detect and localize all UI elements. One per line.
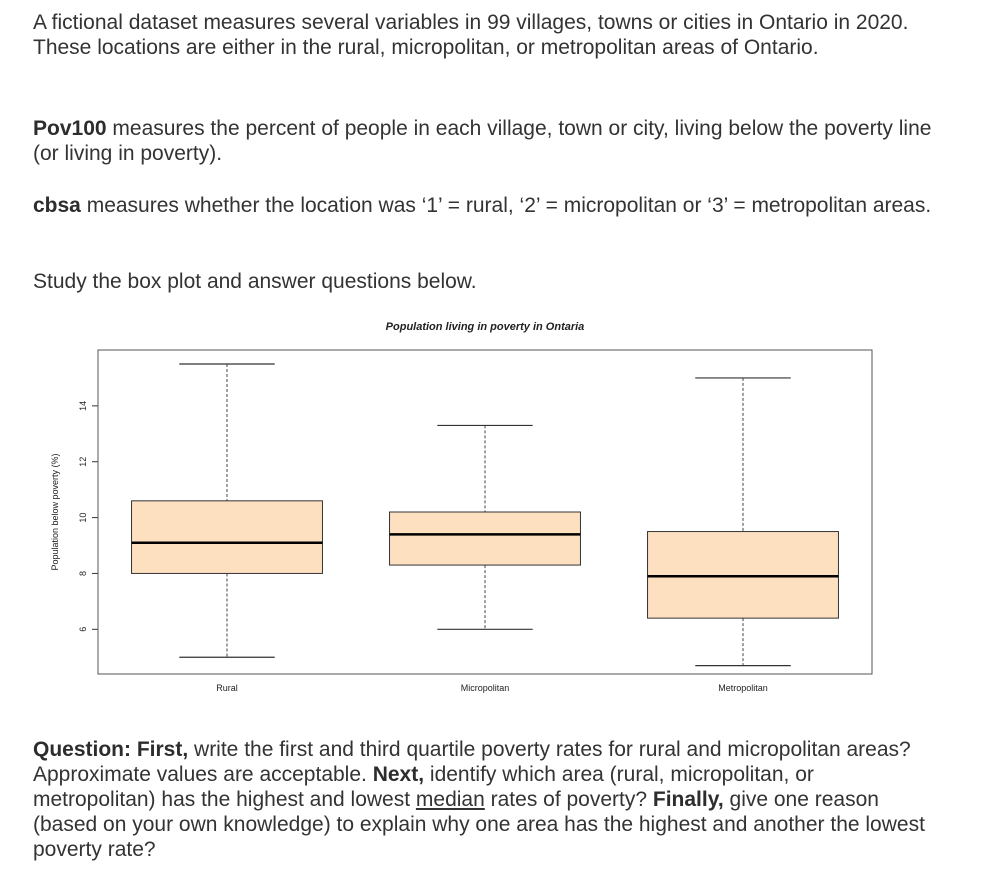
x-tick-label: Micropolitan (460, 683, 510, 693)
y-tick-label: 14 (78, 400, 88, 411)
question-label: Question: First, (33, 738, 189, 761)
x-tick-label: Metropolitan (718, 683, 768, 693)
cbsa-description: measures whether the location was ‘1’ = rural, ‘2’ = micropolitan or ‘3’ = metropolitan areas. (80, 194, 932, 217)
x-tick-label: Rural (216, 683, 238, 693)
box-iqr (132, 501, 323, 574)
y-axis-label: Population below poverty (%) (50, 453, 60, 571)
question-part1: write the first and third quartile poverty rates for rural and micropolitan areas? Approximate values are acceptable. (33, 738, 911, 786)
question-part3: rates of poverty? (484, 788, 653, 811)
y-tick-label: 10 (78, 512, 88, 523)
question-paragraph (33, 737, 933, 862)
box-iqr (648, 532, 839, 619)
question-part2: identify which area (rural, micropolitan, or metropolitan) has the highest and lowest (33, 763, 814, 811)
next-label: Next, (372, 763, 425, 786)
chart-title: Population living in poverty in Ontaria (385, 321, 585, 333)
cbsa-paragraph (33, 193, 931, 218)
y-tick-label: 6 (78, 626, 88, 632)
box-plot-chart (40, 312, 880, 707)
y-tick-label: 8 (78, 570, 88, 576)
instruction-paragraph: Study the box plot and answer questions below. (33, 270, 477, 293)
intro-paragraph: A fictional dataset measures several variables in 99 villages, towns or cities in Ontario in 2020. These locations are either in the rural, micropolitan, or metropolitan areas of Ontario. (33, 11, 909, 59)
pov100-description: measures the percent of people in each village, town or city, living below the poverty line (or living in poverty). (33, 117, 932, 165)
box-iqr (390, 512, 581, 565)
y-tick-label: 12 (78, 456, 88, 467)
pov100-term: Pov100 (33, 117, 107, 140)
question-part4: give one reason (based on your own knowledge) to explain why one area has the highest and another the lowest poverty rate? (33, 788, 925, 861)
cbsa-term: cbsa (33, 194, 81, 217)
finally-label: Finally, (652, 788, 724, 811)
pov100-paragraph (33, 116, 933, 166)
median-word: median (415, 788, 485, 811)
